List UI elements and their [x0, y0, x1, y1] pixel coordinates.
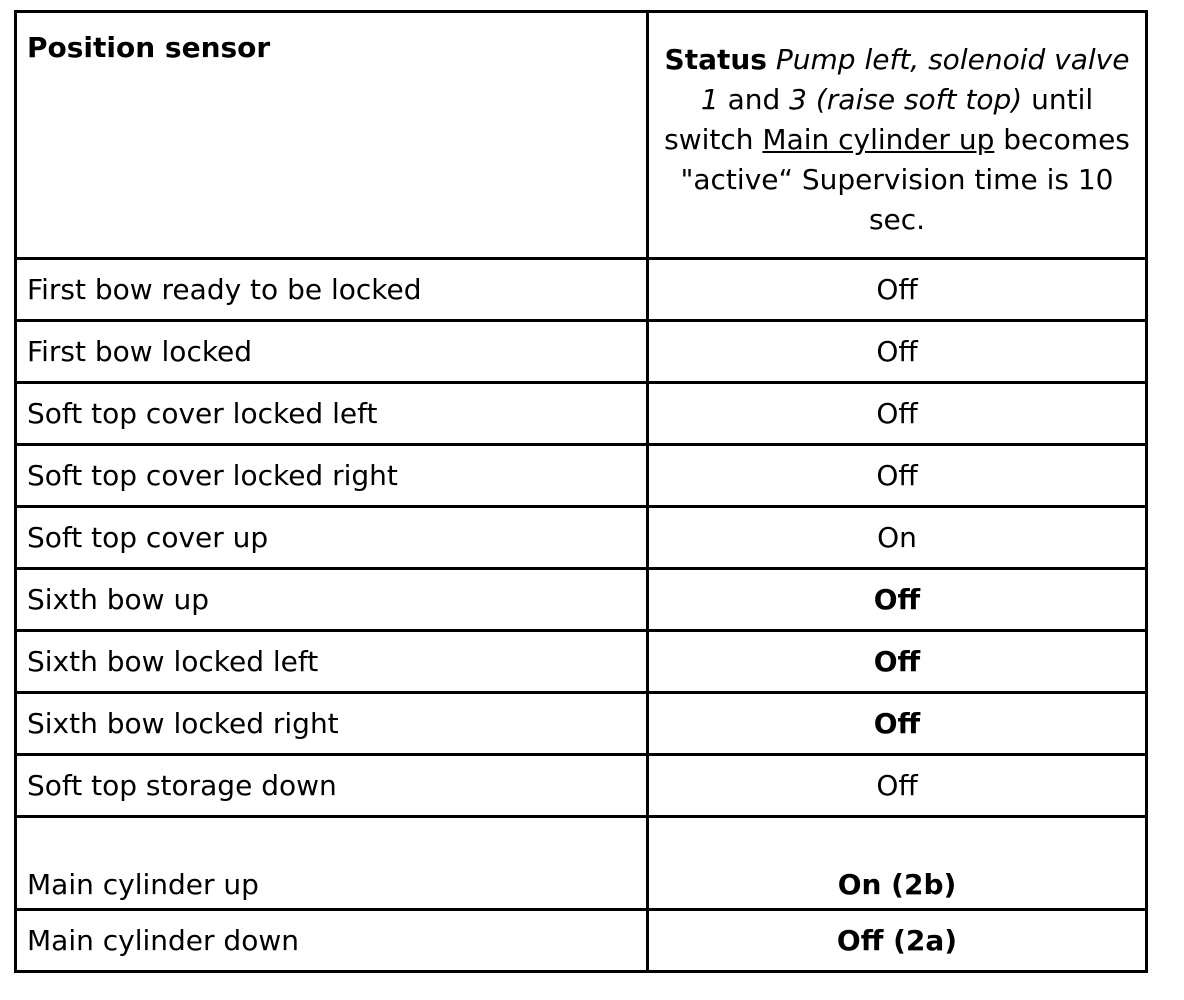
- sensor-status: Off: [648, 693, 1147, 755]
- table-row: [16, 383, 1147, 445]
- table-row: [16, 321, 1147, 383]
- status-and-text: and: [727, 83, 781, 116]
- status-pump-text: Pump left, solenoid valve 1: [700, 43, 1130, 116]
- table-row: [16, 755, 1147, 817]
- table-row: [16, 507, 1147, 569]
- sensor-status: Off: [648, 259, 1147, 321]
- sensor-status: On: [648, 507, 1147, 569]
- header-row: [16, 12, 1147, 259]
- status-until-text: until switch: [664, 83, 1094, 156]
- table-row: [16, 259, 1147, 321]
- sensor-status: Off: [648, 569, 1147, 631]
- sensor-name: Soft top storage down: [16, 755, 648, 817]
- sensor-status: Off: [648, 445, 1147, 507]
- sensor-status: Off: [648, 631, 1147, 693]
- position-sensor-table: [14, 10, 1148, 973]
- table-row: [16, 693, 1147, 755]
- sensor-name: First bow ready to be locked: [16, 259, 648, 321]
- sensor-name: Sixth bow locked right: [16, 693, 648, 755]
- sensor-name: First bow locked: [16, 321, 648, 383]
- column-header-status: [648, 12, 1147, 259]
- sensor-name: Sixth bow up: [16, 569, 648, 631]
- sensor-status: Off: [648, 321, 1147, 383]
- sensor-name: Main cylinder down: [16, 910, 648, 972]
- sensor-name: Main cylinder up: [16, 817, 648, 910]
- sensor-name: Soft top cover up: [16, 507, 648, 569]
- sensor-status: Off: [648, 383, 1147, 445]
- table-row: [16, 817, 1147, 910]
- table-row: [16, 631, 1147, 693]
- column-header-position-sensor: Position sensor: [16, 12, 648, 259]
- status-label: Status: [664, 43, 767, 76]
- status-supervision-text: becomes "active“ Supervision time is 10 sec.: [680, 123, 1130, 236]
- sensor-status: On (2b): [648, 817, 1147, 910]
- sensor-name: Soft top cover locked right: [16, 445, 648, 507]
- status-switch-name: Main cylinder up: [762, 123, 995, 156]
- table-row: [16, 569, 1147, 631]
- sensor-status: Off (2a): [648, 910, 1147, 972]
- status-valve-text: 3 (raise soft top): [789, 83, 1023, 116]
- sensor-status: Off: [648, 755, 1147, 817]
- table-row: [16, 445, 1147, 507]
- sensor-name: Sixth bow locked left: [16, 631, 648, 693]
- sensor-name: Soft top cover locked left: [16, 383, 648, 445]
- table-row: [16, 910, 1147, 972]
